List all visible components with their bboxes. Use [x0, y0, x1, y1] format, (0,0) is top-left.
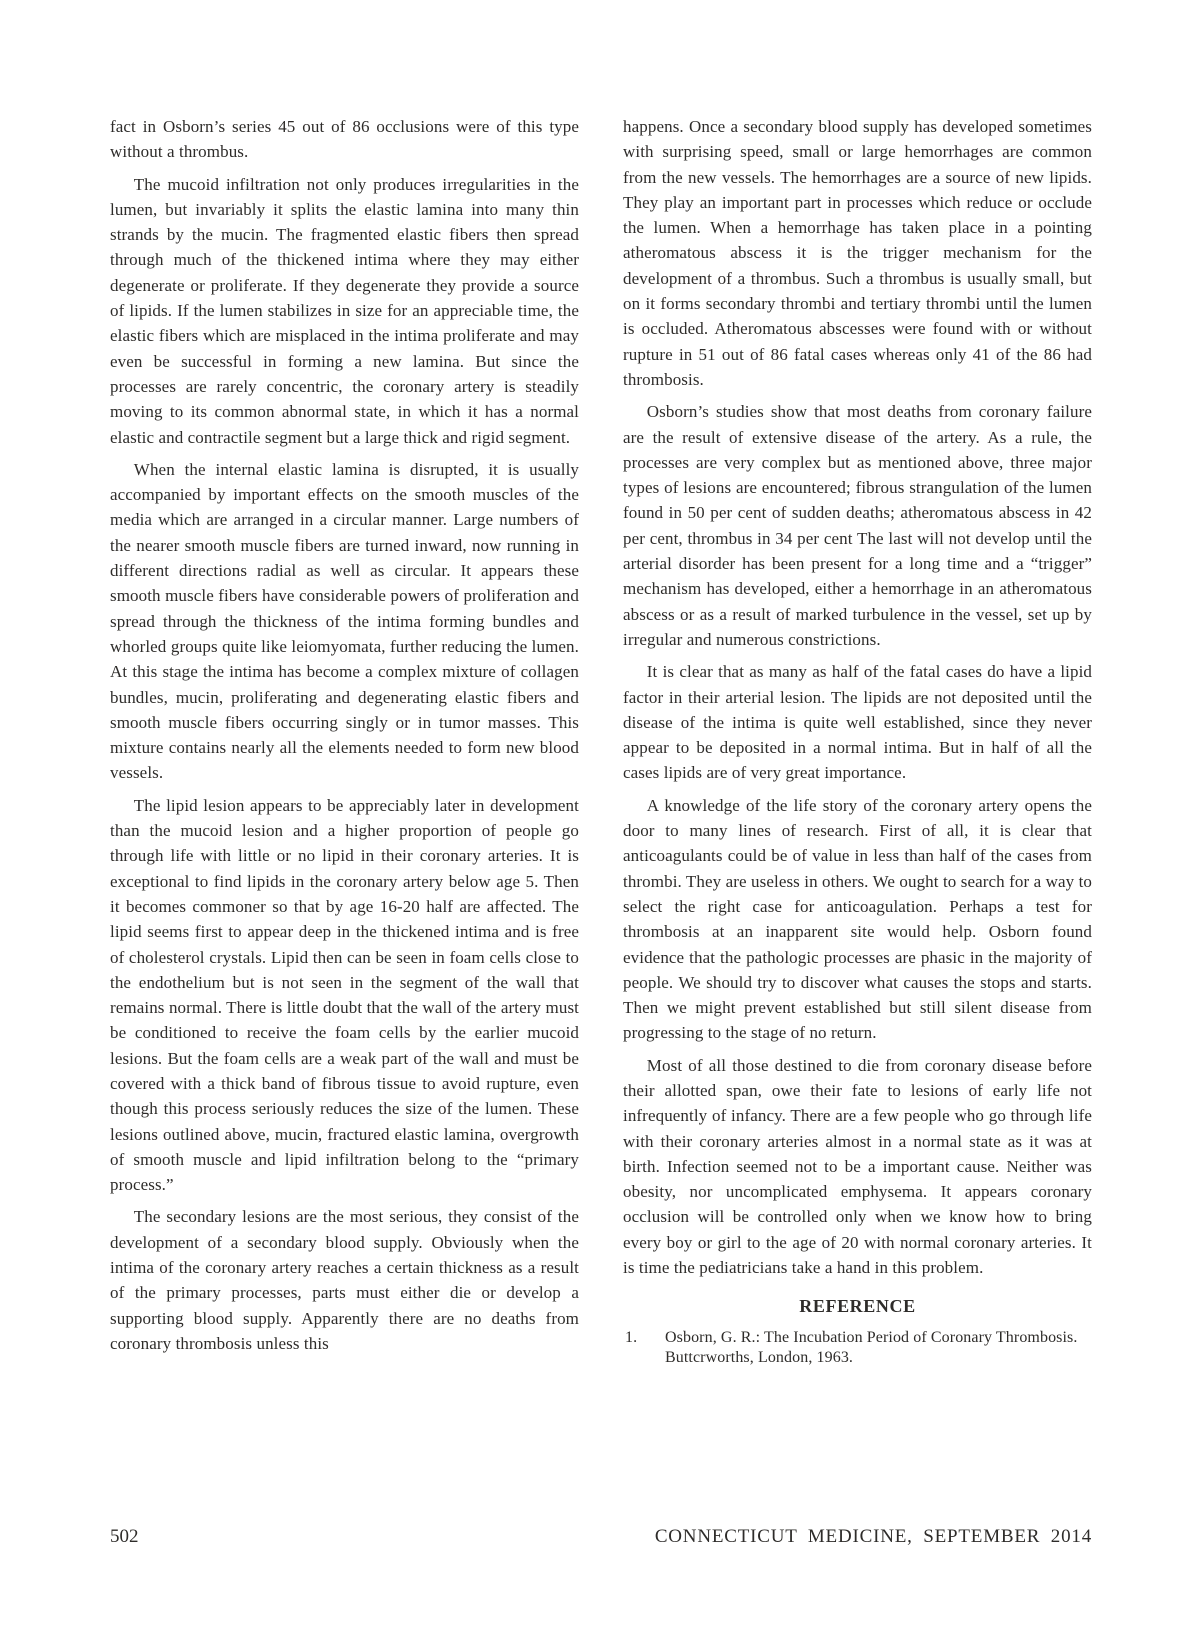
paragraph: The mucoid infiltration not only produces irregularities in the lumen, but invariably it splits the elastic lamina into many thin strands by the mucin. The fragmented elastic fibers then spread through much of the thickened intima where they may either degenerate or proliferate. If they degenerate they provide a source of lipids. If the lumen stabilizes in size for an appreciable time, the elastic fibers which are misplaced in the intima proliferate and may even be successful in forming a new lamina. But since the processes are rarely concentric, the coronary artery is steadily moving to its common abnormal state, in which it has a normal elastic and contractile segment but a large thick and rigid segment. [110, 174, 579, 447]
right-column [623, 114, 1092, 1369]
paragraph: The lipid lesion appears to be appreciably later in development than the mucoid lesion and a higher proportion of people go through life with little or no lipid in their coronary arteries. It is exceptional to find lipids in the coronary artery below age 5. Then it becomes commoner so that by age 16-20 half are affected. The lipid seems first to appear deep in the thickened intima and is free of cholesterol crystals. Lipid then can be seen in foam cells close to the endothelium but is not seen in the segment of the wall that remains normal. There is little doubt that the wall of the artery must be conditioned to receive the foam cells by the earlier mucoid lesions. But the foam cells are a weak part of the wall and must be covered with a thick band of fibrous tissue to avoid rupture, even though this process seriously reduces the size of the lumen. These lesions outlined above, mucin, fractured elastic lamina, overgrowth of smooth muscle and lipid infiltration belong to the “primary process.” [110, 795, 579, 1195]
paragraph: fact in Osborn’s series 45 out of 86 occlusions were of this type without a thrombus. [110, 117, 579, 162]
page-number: 502 [110, 1526, 139, 1547]
left-column [110, 114, 579, 1369]
reference-item [623, 1328, 1092, 1369]
reference-number: 1. [625, 1328, 638, 1346]
paragraph: happens. Once a secondary blood supply has developed sometimes with surprising speed, small or large hemorrhages are common from the new vessels. The hemorrhages are a source of new lipids. They play an important part in processes which reduce or occlude the lumen. When a hemorrhage has taken place in a pointing atheromatous abscess it is the trigger mechanism for the development of a thrombus. Such a thrombus is usually small, but on it forms secondary thrombi and tertiary thrombi until the lumen is occluded. Atheromatous abscesses were found with or without rupture in 51 out of 86 fatal cases whereas only 41 of the 86 had thrombosis. [623, 117, 1092, 389]
journal-title: CONNECTICUT MEDICINE, SEPTEMBER 2014 [654, 1526, 1092, 1547]
paragraph: Most of all those destined to die from coronary disease before their allotted span, owe their fate to lesions of early life not infrequently of infancy. There are a few people who go through life with their coronary arteries almost in a normal state as it was at birth. Infection seemed not to be a important cause. Neither was obesity, nor uncomplicated emphysema. It appears coronary occlusion will be controlled only when we know how to bring every boy or girl to the age of 20 with normal coronary arteries. It is time the pediatricians take a hand in this problem. [623, 1055, 1092, 1278]
paragraph: A knowledge of the life story of the coronary artery opens the door to many lines of research. First of all, it is clear that anticoagulants could be of value in less than half of the cases from thrombi. They are useless in others. We ought to search for a way to select the right case for anticoagulation. Perhaps a test for thrombosis at an inapparent site would help. Osborn found evidence that the pathologic processes are phasic in the majority of people. We should try to discover what causes the stops and starts. Then we might prevent established but still silent disease from progressing to the stage of no return. [623, 795, 1092, 1043]
page-footer [110, 1526, 1092, 1548]
article-body [110, 114, 1092, 1369]
reference-text: Osborn, G. R.: The Incubation Period of Coronary Thrombosis. Buttcrworths, London, 1963. [665, 1328, 1078, 1367]
reference-heading: REFERENCE [799, 1296, 916, 1317]
paragraph: When the internal elastic lamina is disrupted, it is usually accompanied by important effects on the smooth muscles of the media which are arranged in a circular manner. Large numbers of the nearer smooth muscle fibers are turned inward, now running in different directions radial as well as circular. It appears these smooth muscle fibers have considerable powers of proliferation and spread through the thickness of the intima forming bundles and whorled groups quite like leiomyomata, further reducing the lumen. At this stage the intima has become a complex mixture of collagen bundles, mucin, proliferating and degenerating elastic fibers and smooth muscle fibers occurring singly or in tumor masses. This mixture contains nearly all the elements needed to form new blood vessels. [110, 459, 579, 783]
paragraph: It is clear that as many as half of the fatal cases do have a lipid factor in their arterial lesion. The lipids are not deposited until the disease of the intima is quite well established, since they never appear to be deposited in a normal intima. But in half of all the cases lipids are of very great importance. [623, 662, 1092, 783]
paragraph: The secondary lesions are the most serious, they consist of the development of a secondary blood supply. Obviously when the intima of the coronary artery reaches a certain thickness as a result of the primary processes, parts must either die or develop a supporting blood supply. Apparently there are no deaths from coronary thrombosis unless this [110, 1207, 579, 1353]
paragraph: Osborn’s studies show that most deaths from coronary failure are the result of extensive disease of the artery. As a rule, the processes are very complex but as mentioned above, three major types of lesions are encountered; fibrous strangulation of the lumen found in 50 per cent of sudden deaths; atheromatous abscess in 42 per cent, thrombus in 34 per cent The last will not develop until the arterial disorder has been present for a long time and a “trigger” mechanism has developed, either a hemorrhage in an atheromatous abscess or as a result of marked turbulence in the vessel, set up by irregular and numerous constrictions. [623, 402, 1092, 649]
